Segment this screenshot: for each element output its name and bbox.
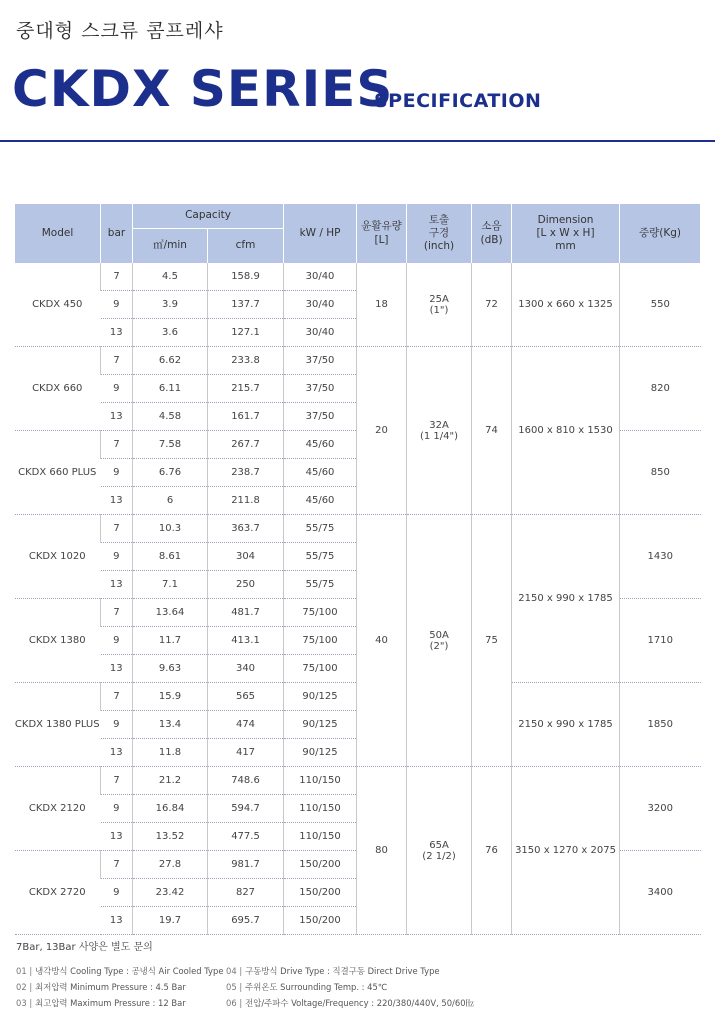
kw-hp-cell: 30/40 <box>284 291 357 319</box>
kw-hp-cell: 110/150 <box>284 767 357 795</box>
oil-cell: 20 <box>357 347 407 515</box>
kw-hp-cell: 55/75 <box>284 571 357 599</box>
page-title-suffix: SPECIFICATION <box>374 90 542 112</box>
header-m3min: ㎥/min <box>133 228 208 263</box>
header-dimension <box>512 204 620 263</box>
kw-hp-cell: 55/75 <box>284 543 357 571</box>
header-model: Model <box>15 204 101 263</box>
outlet-size: 32A <box>429 419 449 431</box>
title-divider <box>0 140 715 142</box>
capacity-m3-cell: 4.5 <box>133 263 208 291</box>
dimension-cell: 2150 x 990 x 1785 <box>512 515 620 683</box>
capacity-cfm-cell: 481.7 <box>208 599 284 627</box>
weight-cell: 1850 <box>620 683 701 767</box>
bar-cell: 7 <box>101 515 133 543</box>
kw-hp-cell: 75/100 <box>284 655 357 683</box>
kw-hp-cell: 150/200 <box>284 851 357 879</box>
header-outlet-line3: (inch) <box>423 240 455 253</box>
kw-hp-cell: 75/100 <box>284 627 357 655</box>
capacity-m3-cell: 15.9 <box>133 683 208 711</box>
capacity-cfm-cell: 158.9 <box>208 263 284 291</box>
model-cell: CKDX 450 <box>15 263 101 347</box>
table-row <box>15 263 701 291</box>
outlet-size: 25A <box>429 293 449 305</box>
capacity-m3-cell: 6.76 <box>133 459 208 487</box>
capacity-cfm-cell: 215.7 <box>208 375 284 403</box>
capacity-m3-cell: 13.64 <box>133 599 208 627</box>
capacity-m3-cell: 3.6 <box>133 319 208 347</box>
weight-cell: 1430 <box>620 515 701 599</box>
outlet-inch: (2") <box>429 640 449 652</box>
note-text: 전압/주파수 Voltage/Frequency : 220/380/440V, 50/60㎐ <box>245 998 474 1008</box>
bar-cell: 9 <box>101 627 133 655</box>
bar-cell: 13 <box>101 655 133 683</box>
kw-hp-cell: 110/150 <box>284 795 357 823</box>
kw-hp-cell: 150/200 <box>284 907 357 935</box>
capacity-cfm-cell: 161.7 <box>208 403 284 431</box>
note-text: 구동방식 Drive Type : 직결구동 Direct Drive Type <box>245 966 440 976</box>
noise-cell: 74 <box>472 347 512 515</box>
notes-right <box>226 963 474 1011</box>
outlet-inch: (1 1/4") <box>419 430 459 442</box>
capacity-cfm-cell: 267.7 <box>208 431 284 459</box>
header-oil <box>357 204 407 263</box>
capacity-cfm-cell: 238.7 <box>208 459 284 487</box>
capacity-cfm-cell: 594.7 <box>208 795 284 823</box>
model-cell: CKDX 1020 <box>15 515 101 599</box>
note-item <box>16 963 223 979</box>
oil-cell: 18 <box>357 263 407 347</box>
header-dimension-line1: Dimension <box>537 213 594 226</box>
bar-cell: 9 <box>101 291 133 319</box>
kw-hp-cell: 45/60 <box>284 487 357 515</box>
capacity-cfm-cell: 565 <box>208 683 284 711</box>
weight-cell: 3400 <box>620 851 701 935</box>
bar-cell: 9 <box>101 711 133 739</box>
note-number: 04 | <box>226 966 243 976</box>
dimension-cell: 1600 x 810 x 1530 <box>512 347 620 515</box>
noise-cell: 72 <box>472 263 512 347</box>
header-outlet <box>407 204 472 263</box>
model-cell: CKDX 660 PLUS <box>15 431 101 515</box>
model-cell: CKDX 2720 <box>15 851 101 935</box>
note-item <box>16 995 223 1011</box>
kw-hp-cell: 110/150 <box>284 823 357 851</box>
capacity-m3-cell: 13.52 <box>133 823 208 851</box>
capacity-m3-cell: 21.2 <box>133 767 208 795</box>
capacity-m3-cell: 6.62 <box>133 347 208 375</box>
capacity-m3-cell: 11.8 <box>133 739 208 767</box>
dimension-cell: 3150 x 1270 x 2075 <box>512 767 620 935</box>
bar-cell: 13 <box>101 739 133 767</box>
header-noise-line2: (dB) <box>480 233 503 246</box>
bar-cell: 9 <box>101 375 133 403</box>
capacity-m3-cell: 4.58 <box>133 403 208 431</box>
specification-table <box>14 204 701 935</box>
capacity-m3-cell: 11.7 <box>133 627 208 655</box>
bar-cell: 13 <box>101 403 133 431</box>
bar-cell: 13 <box>101 823 133 851</box>
notes-title: 7Bar, 13Bar 사양은 별도 문의 <box>16 942 153 953</box>
weight-cell: 850 <box>620 431 701 515</box>
capacity-cfm-cell: 417 <box>208 739 284 767</box>
bar-cell: 7 <box>101 767 133 795</box>
kw-hp-cell: 150/200 <box>284 879 357 907</box>
capacity-m3-cell: 3.9 <box>133 291 208 319</box>
capacity-cfm-cell: 695.7 <box>208 907 284 935</box>
bar-cell: 9 <box>101 543 133 571</box>
kw-hp-cell: 45/60 <box>284 431 357 459</box>
capacity-cfm-cell: 137.7 <box>208 291 284 319</box>
capacity-m3-cell: 6 <box>133 487 208 515</box>
note-text: 냉각방식 Cooling Type : 공냉식 Air Cooled Type <box>35 966 224 976</box>
bar-cell: 7 <box>101 851 133 879</box>
bar-cell: 9 <box>101 879 133 907</box>
capacity-cfm-cell: 304 <box>208 543 284 571</box>
header-kw-hp: kW / HP <box>284 204 357 263</box>
header-capacity: Capacity <box>133 204 284 228</box>
table-row <box>15 515 701 543</box>
kw-hp-cell: 30/40 <box>284 319 357 347</box>
note-text: 주위온도 Surrounding Temp. : 45℃ <box>245 982 388 992</box>
kw-hp-cell: 90/125 <box>284 711 357 739</box>
capacity-m3-cell: 23.42 <box>133 879 208 907</box>
model-cell: CKDX 660 <box>15 347 101 431</box>
capacity-cfm-cell: 363.7 <box>208 515 284 543</box>
bar-cell: 13 <box>101 487 133 515</box>
kw-hp-cell: 55/75 <box>284 515 357 543</box>
capacity-m3-cell: 6.11 <box>133 375 208 403</box>
kw-hp-cell: 90/125 <box>284 683 357 711</box>
note-item <box>226 995 474 1011</box>
weight-cell: 1710 <box>620 599 701 683</box>
header-noise <box>472 204 512 263</box>
capacity-m3-cell: 7.58 <box>133 431 208 459</box>
capacity-cfm-cell: 233.8 <box>208 347 284 375</box>
note-text: 최고압력 Maximum Pressure : 12 Bar <box>35 998 186 1008</box>
capacity-m3-cell: 16.84 <box>133 795 208 823</box>
weight-cell: 550 <box>620 263 701 347</box>
kw-hp-cell: 45/60 <box>284 459 357 487</box>
bar-cell: 7 <box>101 599 133 627</box>
noise-cell: 76 <box>472 767 512 935</box>
header-dimension-line2: [L x W x H] <box>536 226 595 239</box>
page-title: CKDX SERIES <box>12 60 394 118</box>
capacity-cfm-cell: 413.1 <box>208 627 284 655</box>
model-cell: CKDX 1380 <box>15 599 101 683</box>
note-text: 최저압력 Minimum Pressure : 4.5 Bar <box>35 982 186 992</box>
capacity-cfm-cell: 827 <box>208 879 284 907</box>
weight-cell: 3200 <box>620 767 701 851</box>
header-dimension-line3: mm <box>555 240 576 253</box>
capacity-m3-cell: 19.7 <box>133 907 208 935</box>
capacity-cfm-cell: 250 <box>208 571 284 599</box>
kw-hp-cell: 37/50 <box>284 403 357 431</box>
kw-hp-cell: 75/100 <box>284 599 357 627</box>
outlet-cell <box>407 515 472 767</box>
header-oil-line1: 윤활유량 <box>361 220 402 233</box>
capacity-cfm-cell: 474 <box>208 711 284 739</box>
capacity-cfm-cell: 981.7 <box>208 851 284 879</box>
bar-cell: 7 <box>101 683 133 711</box>
dimension-cell: 2150 x 990 x 1785 <box>512 683 620 767</box>
note-number: 03 | <box>16 998 33 1008</box>
header-outlet-line2: 구경 <box>428 226 450 239</box>
kw-hp-cell: 37/50 <box>284 375 357 403</box>
capacity-m3-cell: 27.8 <box>133 851 208 879</box>
header-noise-line1: 소음 <box>481 220 502 233</box>
bar-cell: 7 <box>101 347 133 375</box>
note-number: 02 | <box>16 982 33 992</box>
header-oil-line2: [L] <box>374 233 389 246</box>
header-cfm: cfm <box>208 228 284 263</box>
outlet-cell <box>407 347 472 515</box>
note-number: 01 | <box>16 966 33 976</box>
bar-cell: 9 <box>101 459 133 487</box>
capacity-m3-cell: 7.1 <box>133 571 208 599</box>
capacity-cfm-cell: 477.5 <box>208 823 284 851</box>
capacity-m3-cell: 13.4 <box>133 711 208 739</box>
note-item <box>16 979 223 995</box>
note-number: 06 | <box>226 998 243 1008</box>
header-weight: 중량(Kg) <box>620 204 701 263</box>
note-number: 05 | <box>226 982 243 992</box>
kw-hp-cell: 37/50 <box>284 347 357 375</box>
header-bar: bar <box>101 204 133 263</box>
subtitle-korean: 중대형 스크류 콤프레샤 <box>16 20 224 42</box>
capacity-m3-cell: 9.63 <box>133 655 208 683</box>
table-row <box>15 767 701 795</box>
capacity-cfm-cell: 748.6 <box>208 767 284 795</box>
bar-cell: 7 <box>101 263 133 291</box>
capacity-cfm-cell: 340 <box>208 655 284 683</box>
dimension-cell: 1300 x 660 x 1325 <box>512 263 620 347</box>
model-cell: CKDX 2120 <box>15 767 101 851</box>
outlet-cell <box>407 263 472 347</box>
capacity-cfm-cell: 211.8 <box>208 487 284 515</box>
model-cell: CKDX 1380 PLUS <box>15 683 101 767</box>
oil-cell: 80 <box>357 767 407 935</box>
capacity-cfm-cell: 127.1 <box>208 319 284 347</box>
outlet-inch: (2 1/2) <box>422 850 456 862</box>
bar-cell: 13 <box>101 319 133 347</box>
note-item <box>226 979 474 995</box>
weight-cell: 820 <box>620 347 701 431</box>
capacity-m3-cell: 10.3 <box>133 515 208 543</box>
notes-left <box>16 963 223 1011</box>
bar-cell: 13 <box>101 571 133 599</box>
noise-cell: 75 <box>472 515 512 767</box>
kw-hp-cell: 30/40 <box>284 263 357 291</box>
note-item <box>226 963 474 979</box>
outlet-inch: (1") <box>429 304 449 316</box>
oil-cell: 40 <box>357 515 407 767</box>
header-outlet-line1: 토출 <box>428 213 450 226</box>
outlet-size: 65A <box>429 839 449 851</box>
capacity-m3-cell: 8.61 <box>133 543 208 571</box>
outlet-cell <box>407 767 472 935</box>
bar-cell: 9 <box>101 795 133 823</box>
table-row <box>15 347 701 375</box>
bar-cell: 7 <box>101 431 133 459</box>
kw-hp-cell: 90/125 <box>284 739 357 767</box>
bar-cell: 13 <box>101 907 133 935</box>
outlet-size: 50A <box>429 629 449 641</box>
